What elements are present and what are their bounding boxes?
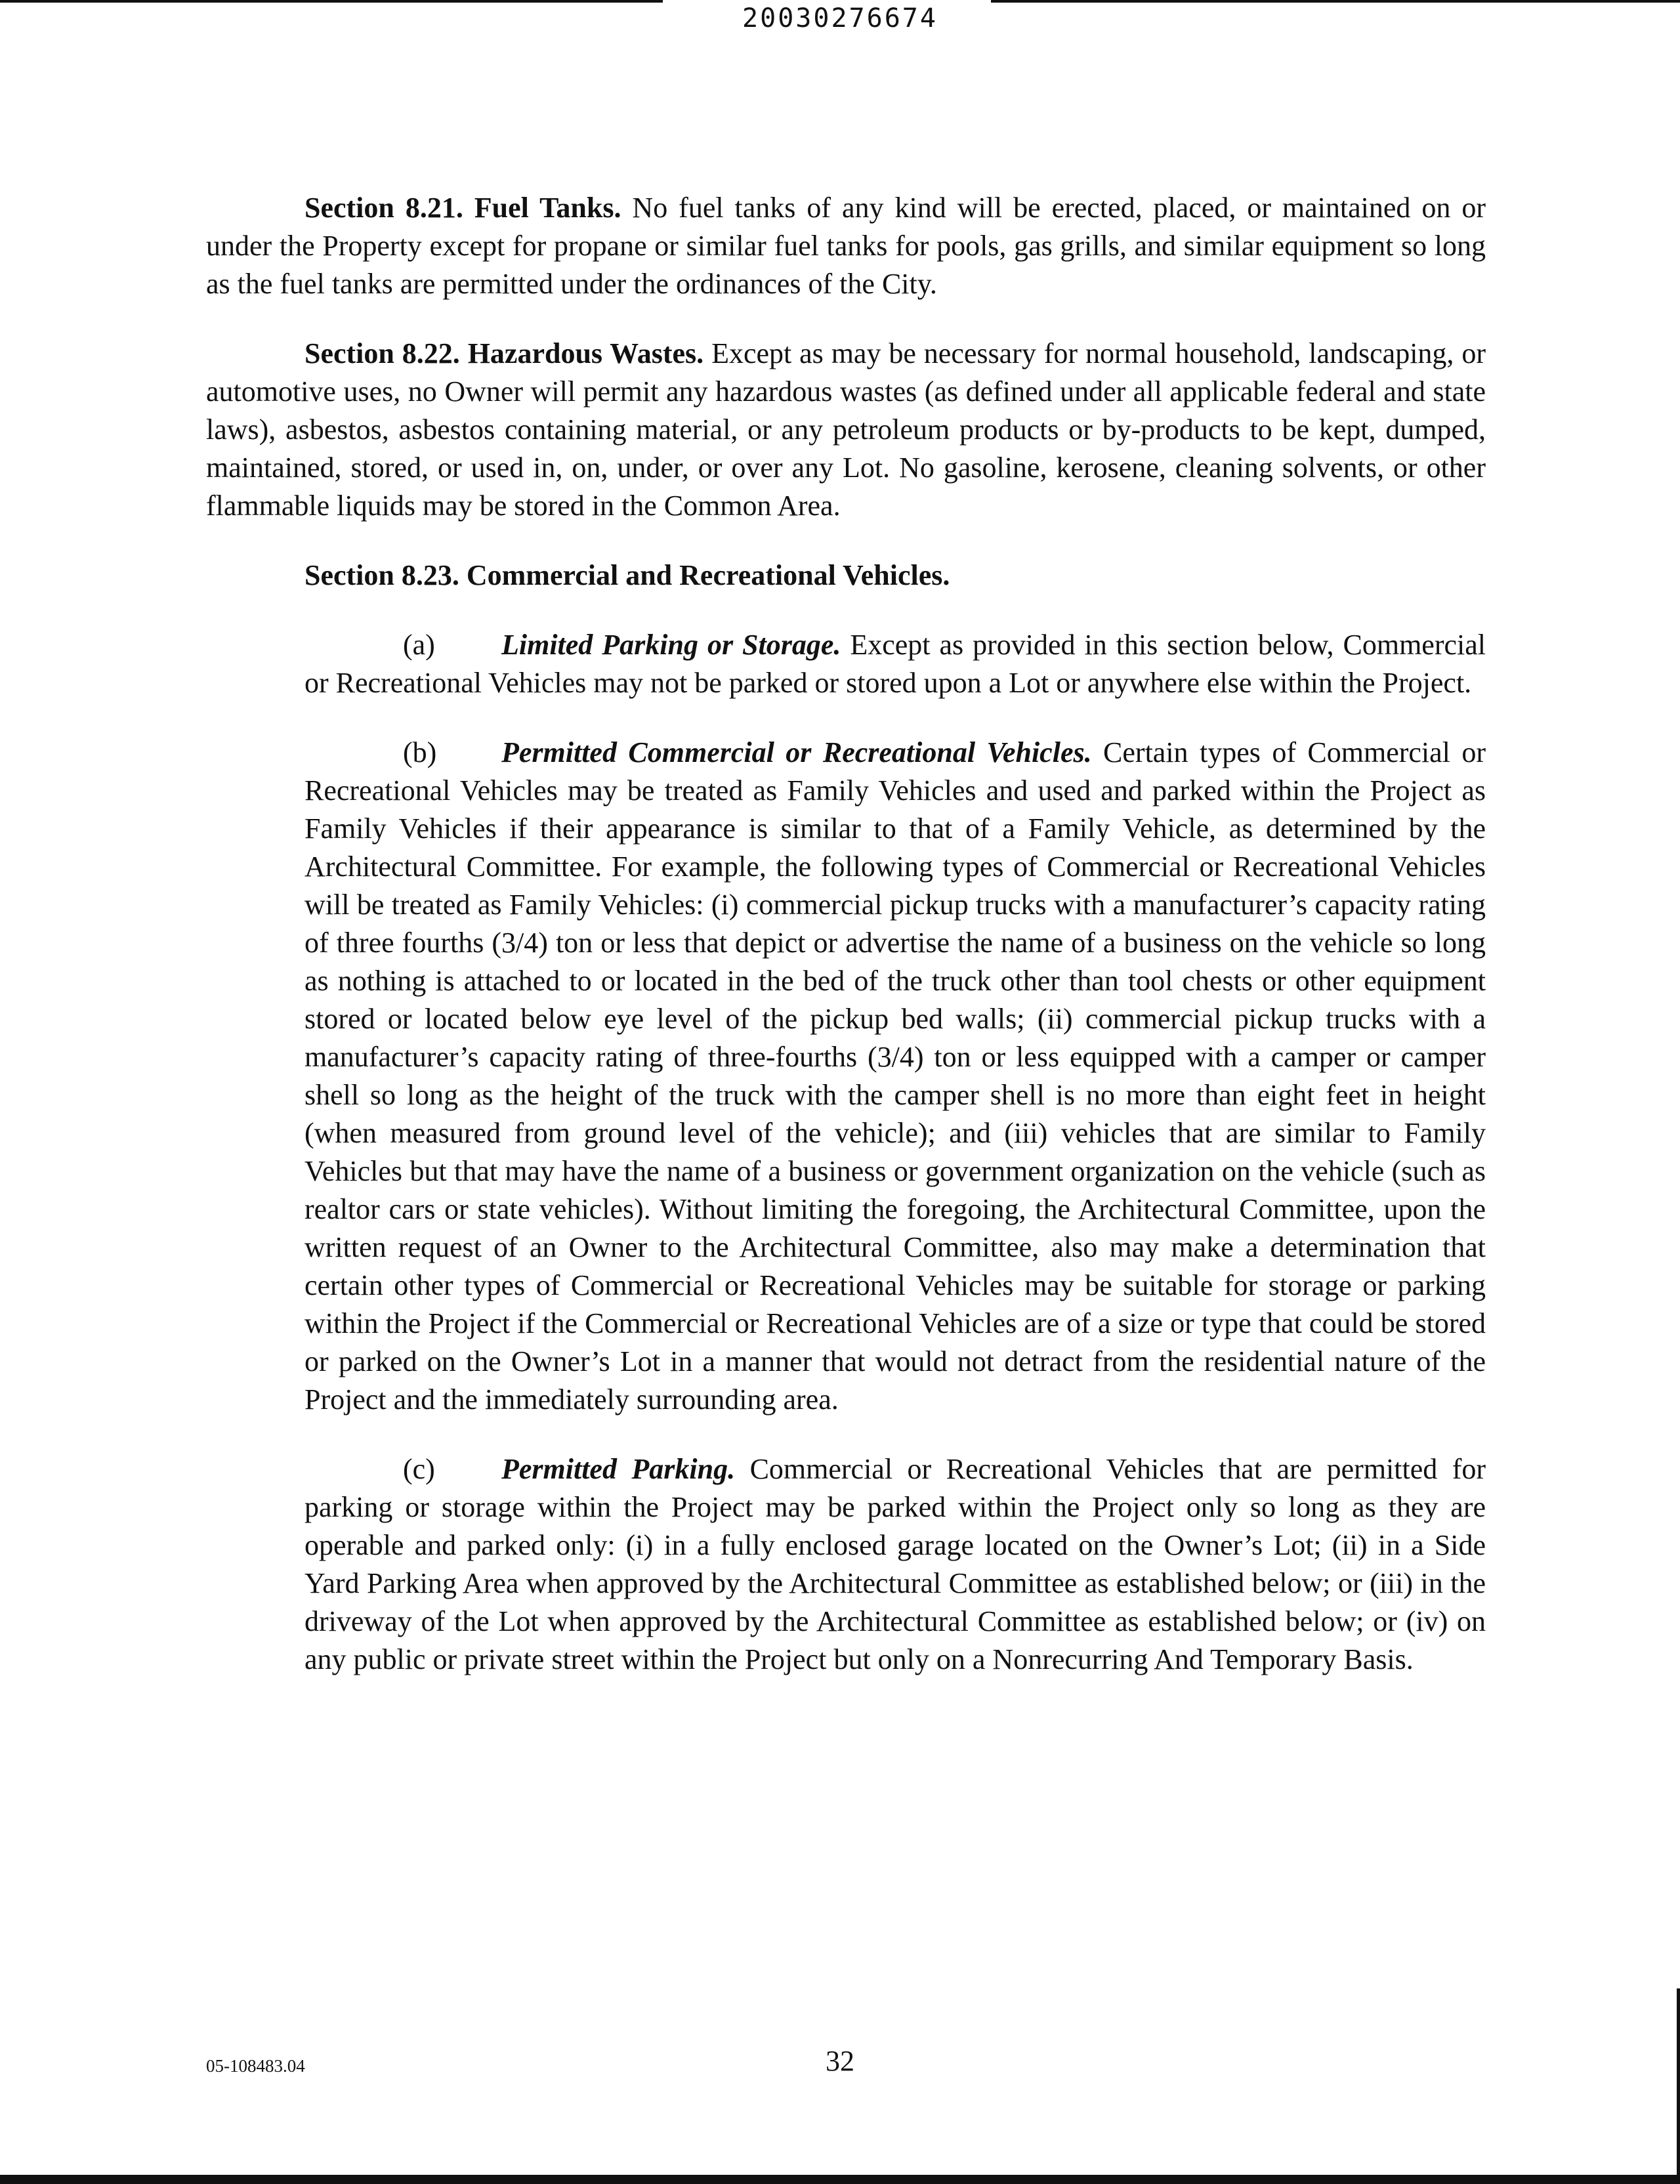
subsection-c-label: (c) [403, 1453, 435, 1485]
subsection-a-label: (a) [403, 629, 435, 661]
subsection-b-label: (b) [403, 736, 437, 768]
section-8-22-heading: Section 8.22. Hazardous Wastes. [304, 337, 704, 369]
page-body [206, 189, 1486, 1710]
section-8-23-heading-row [304, 556, 1486, 595]
subsection-c-title: Permitted Parking. [501, 1453, 736, 1485]
subsection-c [304, 1450, 1486, 1679]
scan-edge-bottom [0, 2175, 1680, 2184]
section-8-22 [206, 335, 1486, 525]
subsection-a [304, 626, 1486, 702]
subsection-a-body: Except as provided in this section below, Commercial or Recreational Vehicles may not be parked or stored upon a Lot or anywhere else within the Project. [304, 629, 1486, 699]
section-8-21-body: No fuel tanks of any kind will be erected, placed, or maintained on or under the Property except for propane or similar fuel tanks for pools, gas grills, and similar equipment so long as the fuel tanks are permitted under the ordinances of the City. [206, 192, 1486, 300]
file-reference: 05-108483.04 [206, 2056, 305, 2076]
scan-edge-right [1677, 1988, 1680, 2184]
subsection-b [304, 734, 1486, 1419]
section-8-21-title: Section 8.21. Fuel Tanks. [304, 192, 621, 224]
subsection-a-title: Limited Parking or Storage. [501, 629, 841, 661]
subsection-c-body: Commercial or Recreational Vehicles that are permitted for parking or storage within the Project may be parked within the Project only so long as they are operable and parked only: (i) in a fully enclosed garage located on the Owner’s Lot; (ii) in a Side Yard Parking Area when approved by the Architectural Committee as established below; or (iii) in the driveway of the Lot when approved by the Architectural Committee as established below; or (iv) on any public or private street within the Project but only on a Nonrecurring And Temporary Basis. [304, 1453, 1486, 1675]
document-number: 20030276674 [742, 3, 938, 33]
subsection-b-title: Permitted Commercial or Recreational Vehicles. [501, 736, 1092, 768]
page-number: 32 [826, 2045, 854, 2077]
subsection-b-body: Certain types of Commercial or Recreational Vehicles may be treated as Family Vehicles and used and parked within the Project as Family Vehicles if their appearance is similar to that of a Family Vehicle, as determined by the Architectural Committee. For example, the following types of Commercial or Recreational Vehicles will be treated as Family Vehicles: (i) commercial pickup trucks with a manufacturer’s capacity rating of three fourths (3/4) ton or less that depict or advertise the name of a business on the vehicle so long as nothing is attached to or located in the bed of the truck other than tool chests or other equipment stored or located below eye level of the pickup bed walls; (ii) commercial pickup trucks with a manufacturer’s capacity rating of three-fourths (3/4) ton or less equipped with a camper or camper shell so long as the height of the truck with the camper shell is no more than eight feet in height (when measured from ground level of the vehicle); and (iii) vehicles that are similar to Family Vehicles but that may have the name of a business or government organization on the vehicle (such as realtor cars or state vehicles). Without limiting the foregoing, the Architectural Committee, upon the written request of an Owner to the Architectural Committee, also may make a determination that certain other types of Commercial or Recreational Vehicles may be suitable for storage or parking within the Project if the Commercial or Recreational Vehicles are of a size or type that could be stored or parked on the Owner’s Lot in a manner that would not detract from the residential nature of the Project and the immediately surrounding area. [304, 736, 1486, 1416]
section-8-21 [206, 189, 1486, 303]
section-8-22-body: Except as may be necessary for normal household, landscaping, or automotive uses, no Owner will permit any hazardous wastes (as defined under all applicable federal and state laws), asbestos, asbestos containing material, or any petroleum products or by-products to be kept, dumped, maintained, stored, or used in, on, under, or over any Lot. No gasoline, kerosene, cleaning solvents, or other flammable liquids may be stored in the Common Area. [206, 337, 1486, 522]
section-8-23-title: Section 8.23. Commercial and Recreational Vehicles. [304, 559, 950, 591]
